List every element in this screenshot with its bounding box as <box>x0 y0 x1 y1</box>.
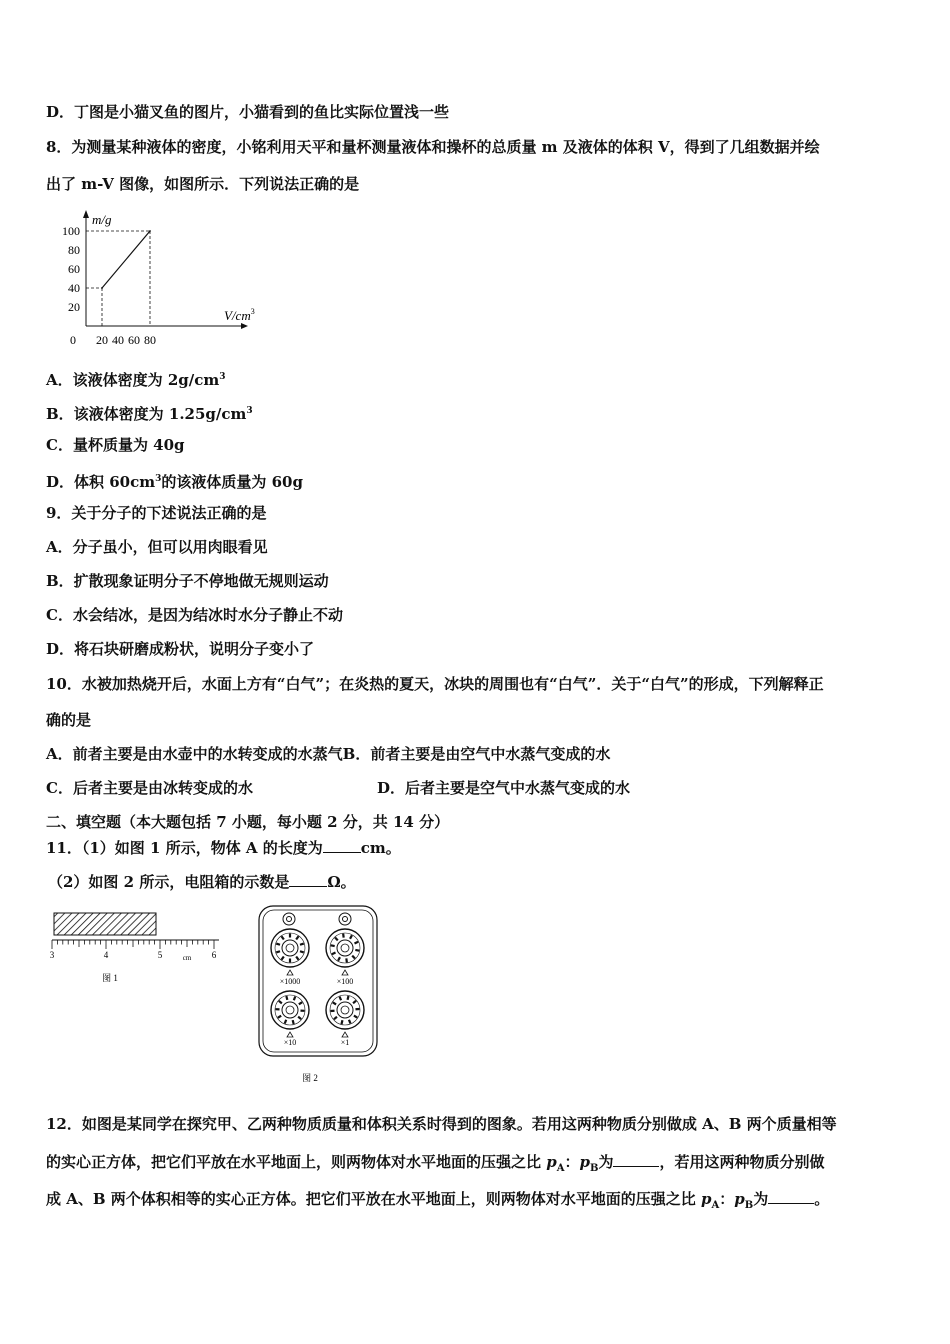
q12-line2-colon: ： <box>564 1153 580 1171</box>
q11-part2-post: Ω。 <box>327 873 356 891</box>
x-tick-label-80: 80 <box>144 333 156 347</box>
dial-label-x100: ×100 <box>336 977 354 986</box>
q12-line2 <box>46 1152 825 1179</box>
q12-line3-sub-a: A <box>711 1200 720 1211</box>
q8-option-b <box>46 401 253 424</box>
q12-line3-sub-b: B <box>744 1200 754 1211</box>
q12-line2-post: ，若用这两种物质分别做 <box>659 1153 825 1171</box>
y-tick-label-20: 20 <box>68 300 80 314</box>
q8-option-d-post: 的该液体质量为 60g <box>161 473 303 491</box>
q8-option-a-text: A．该液体密度为 2g/cm <box>46 371 220 389</box>
q8-option-d-pre: D．体积 60cm <box>46 473 156 491</box>
section2-title: 二、填空题（本大题包括 7 小题，每小题 2 分，共 14 分） <box>46 813 450 831</box>
dial-label-x10: ×10 <box>283 1038 297 1047</box>
x-axis-label: $V/cm^3$ <box>224 307 255 323</box>
fig2-caption: 图 2 <box>302 1073 318 1083</box>
q10-stem-line2: 确的是 <box>46 711 92 729</box>
origin-label: 0 <box>70 333 76 347</box>
y-tick-label-100: 100 <box>62 224 80 238</box>
x-tick-label-40: 40 <box>112 333 124 347</box>
y-tick-label-60: 60 <box>68 262 80 276</box>
ruler-figure <box>44 905 229 985</box>
q8-stem-line1: 8．为测量某种液体的密度，小铭利用天平和量杯测量液体和操杯的总质量 m 及液体的体积 V，得到了几组数据并绘 <box>46 138 820 156</box>
q12-line2-sub-b: B <box>590 1163 599 1174</box>
y-tick-label-40: 40 <box>68 281 80 295</box>
series-line <box>102 231 150 288</box>
q10-stem-line1: 10．水被加热烧开后，水面上方有“白气”；在炎热的夏天，冰块的周围也有“白气”．关于“白气”的形成，下列解释正 <box>46 675 824 693</box>
q10-option-ab: A．前者主要是由水壶中的水转变成的水蒸气B．前者主要是由空气中水蒸气变成的水 <box>46 745 611 763</box>
q8-option-d-sup: 3 <box>155 474 162 484</box>
q12-blank-1[interactable] <box>613 1152 659 1167</box>
q11-part2 <box>48 872 356 892</box>
y-axis-arrow <box>83 210 89 218</box>
q11-part1-post: cm。 <box>360 839 401 857</box>
q12-line3-pa: p <box>701 1190 712 1208</box>
q12-line2-wei: 为 <box>598 1153 614 1171</box>
q11-part1-blank[interactable] <box>323 838 361 853</box>
ruler-label-3: 3 <box>49 950 55 960</box>
q9-option-c: C．水会结冰，是因为结冰时水分子静止不动 <box>46 606 343 624</box>
x-axis-arrow <box>241 323 248 329</box>
q8-option-a <box>46 367 226 390</box>
dial-label-x1000: ×1000 <box>279 977 301 986</box>
q9-stem: 9．关于分子的下述说法正确的是 <box>46 504 267 522</box>
q11-part2-blank[interactable] <box>289 872 327 887</box>
resistance-box-figure <box>255 903 385 1088</box>
q12-line3-wei: 为 <box>753 1190 769 1208</box>
q12-line3-pre: 成 A、B 两个体积相等的实心正方体。把它们平放在水平地面上，则两物体对水平地面的压强之比 <box>46 1190 701 1208</box>
q11-part1-pre: 11．（1）如图 1 所示，物体 A 的长度为 <box>46 839 323 857</box>
x-axis-label-sup: 3 <box>250 307 255 316</box>
q12-line3-post: 。 <box>814 1190 830 1208</box>
q10-option-d: D．后者主要是空气中水蒸气变成的水 <box>377 779 631 797</box>
q7-option-d: D．丁图是小猫叉鱼的图片，小猫看到的鱼比实际位置浅一些 <box>46 103 450 121</box>
q11-part1 <box>46 838 401 858</box>
ruler-label-4: 4 <box>103 950 109 960</box>
y-axis-label: m/g <box>92 212 112 227</box>
x-tick-label-60: 60 <box>128 333 140 347</box>
resistance-box-outer <box>259 906 377 1056</box>
q8-stem-line2: 出了 m-V 图像，如图所示．下列说法正确的是 <box>46 175 360 193</box>
ruler-label-5: 5 <box>157 950 163 960</box>
fig1-caption: 图 1 <box>102 973 118 983</box>
dial-label-x1: ×1 <box>340 1038 350 1047</box>
q11-part2-pre: （2）如图 2 所示，电阻箱的示数是 <box>48 873 290 891</box>
ruler-label-6: 6 <box>211 950 217 960</box>
q12-line2-pre: 的实心正方体，把它们平放在水平地面上，则两物体对水平地面的压强之比 <box>46 1153 547 1171</box>
q12-line1: 12．如图是某同学在探究甲、乙两种物质质量和体积关系时得到的图象。若用这两种物质分别做成 A、B 两个质量相等 <box>46 1115 837 1133</box>
q9-option-a: A．分子虽小，但可以用肉眼看见 <box>46 538 268 556</box>
q12-line2-sub-a: A <box>556 1163 565 1174</box>
mv-chart <box>46 206 286 356</box>
q9-option-b: B．扩散现象证明分子不停地做无规则运动 <box>46 572 329 590</box>
q8-option-d <box>46 469 303 492</box>
ruler-unit: cm <box>182 954 192 962</box>
q12-line3 <box>46 1189 829 1216</box>
q12-blank-2[interactable] <box>768 1189 814 1204</box>
q8-option-b-sup: 3 <box>246 406 253 416</box>
x-tick-label-20: 20 <box>96 333 108 347</box>
object-a <box>54 913 156 935</box>
q8-option-b-text: B．该液体密度为 1.25g/cm <box>46 405 247 423</box>
q12-line2-pb: p <box>579 1153 591 1171</box>
q10-option-c: C．后者主要是由冰转变成的水 <box>46 779 253 797</box>
q9-option-d: D．将石块研磨成粉状，说明分子变小了 <box>46 640 315 658</box>
q8-option-a-sup: 3 <box>219 372 226 382</box>
q12-line3-pb: p <box>734 1190 745 1208</box>
y-tick-label-80: 80 <box>68 243 80 257</box>
q12-line3-colon: ： <box>719 1190 735 1208</box>
q8-option-c: C．量杯质量为 40g <box>46 436 185 454</box>
q12-line2-pa: p <box>546 1153 557 1171</box>
